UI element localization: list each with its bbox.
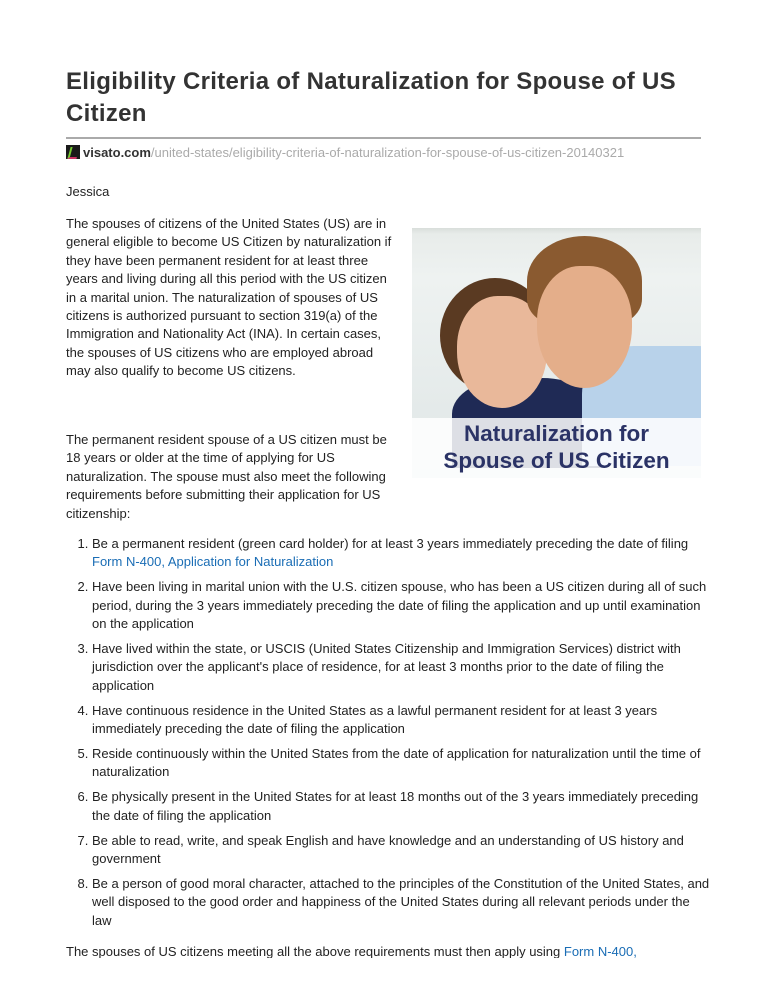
requirement-item: 3. Have lived within the state, or USCIS (United States Citizenship and Immigration Services) district with jurisdiction over the applicant's place of residence, for at least 3 months prior to the date of filing the application bbox=[92, 640, 712, 695]
requirement-item: 8. Be a person of good moral character, attached to the principles of the Constitution of the United States, and well disposed to the good order and happiness of the United States during all relevant periods under the law bbox=[92, 875, 712, 930]
source-link[interactable] bbox=[66, 145, 624, 161]
requirements-list bbox=[66, 535, 712, 937]
form-n400-link[interactable]: Form N-400, bbox=[563, 944, 637, 958]
source-path[interactable]: /united-states/eligibility-criteria-of-naturalization-for-spouse-of-us-citizen-20140321 bbox=[150, 145, 625, 160]
page-title: Eligibility Criteria of Naturalization for Spouse of US Citizen bbox=[66, 68, 676, 127]
visato-logo-icon bbox=[66, 145, 80, 159]
requirement-item: 7. Be able to read, write, and speak English and have knowledge and an understanding of US history and government bbox=[92, 832, 712, 869]
requirement-item: 4. Have continuous residence in the United States as a lawful permanent resident for at least 3 years immediately preceding the date of filing the application bbox=[92, 702, 712, 739]
requirement-item: 2. Have been living in marital union with the U.S. citizen spouse, who has been a US citizen during all of such period, during the 3 years immediately preceding the date of filing the application and up until examination on the application bbox=[92, 578, 712, 633]
form-n400-application-link[interactable]: Form N-400, Application for Naturalization bbox=[92, 554, 334, 570]
requirement-item: 6. Be physically present in the United States for at least 18 months out of the 3 years immediately preceding the date of filing the application bbox=[92, 788, 712, 825]
source-domain[interactable]: visato.com bbox=[83, 145, 151, 160]
requirement-item: 1. Be a permanent resident (green card holder) for at least 3 years immediately preceding the date of filing Form N-400, Application for Naturalization bbox=[92, 535, 712, 572]
article-image bbox=[412, 228, 701, 478]
requirement-item: 5. Reside continuously within the United States from the date of application for naturalization until the time of naturalization bbox=[92, 745, 712, 782]
image-caption: Naturalization for Spouse of US Citizen bbox=[412, 418, 701, 478]
author: Jessica bbox=[66, 184, 110, 199]
closing-paragraph: The spouses of US citizens meeting all the above requirements must then apply using Form N-400, bbox=[66, 944, 637, 958]
requirements-intro: The permanent resident spouse of a US citizen must be 18 years or older at the time of applying for US naturalization. The spouse must also meet the following requirements before submitting their application for US citizenship: bbox=[66, 432, 387, 521]
intro-paragraph: The spouses of citizens of the United States (US) are in general eligible to become US Citizen by naturalization if they have been permanent resident for at least three years and living during all this period with the US citizen in a marital union. The naturalization of spouses of US citizens is authorized pursuant to section 319(a) of the Immigration and Nationality Act (INA). In certain cases, the spouses of US citizens who are employed abroad may also qualify to become US citizens. bbox=[66, 216, 392, 379]
title-divider bbox=[66, 137, 701, 139]
